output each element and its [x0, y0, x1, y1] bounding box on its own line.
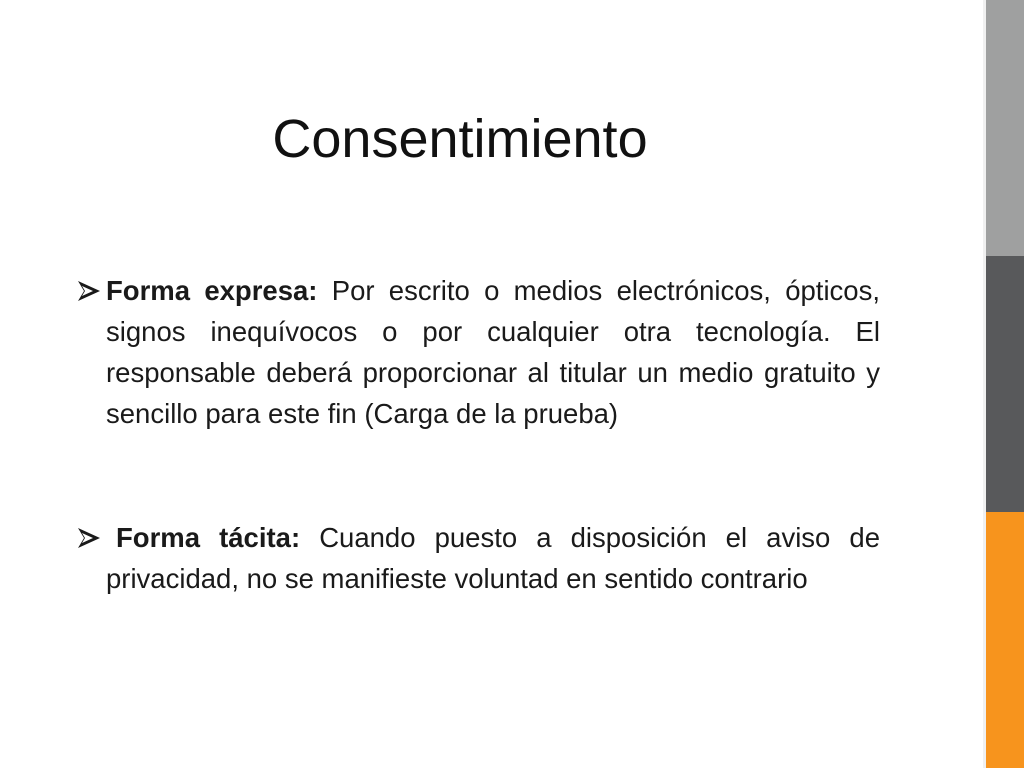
- bullet-label: Forma tácita:: [116, 522, 301, 553]
- arrowhead-bullet-icon: [76, 526, 102, 550]
- side-bar-gray-band: [986, 0, 1024, 256]
- arrowhead-bullet-icon: [76, 279, 102, 303]
- side-bar-dark-band: [986, 256, 1024, 512]
- side-bar-orange-band: [986, 512, 1024, 768]
- bullet-item-forma-expresa: [76, 270, 880, 434]
- bullet-label: Forma expresa:: [106, 275, 318, 306]
- bullet-list: [76, 270, 880, 599]
- bullet-text: Cuando puesto a disposición el aviso de privacidad, no se manifieste voluntad en sentido contrario: [106, 522, 881, 594]
- bullet-item-forma-tacita: [76, 517, 880, 599]
- slide-title: Consentimiento: [272, 109, 648, 169]
- decorative-side-bar: [983, 0, 1024, 768]
- bullet-text: Por escrito o medios electrónicos, ópticos, signos inequívocos o por cualquier otra tecnología. El responsable deberá proporcionar al titular un medio gratuito y sencillo para este fin (Carga de la prueba): [106, 275, 880, 429]
